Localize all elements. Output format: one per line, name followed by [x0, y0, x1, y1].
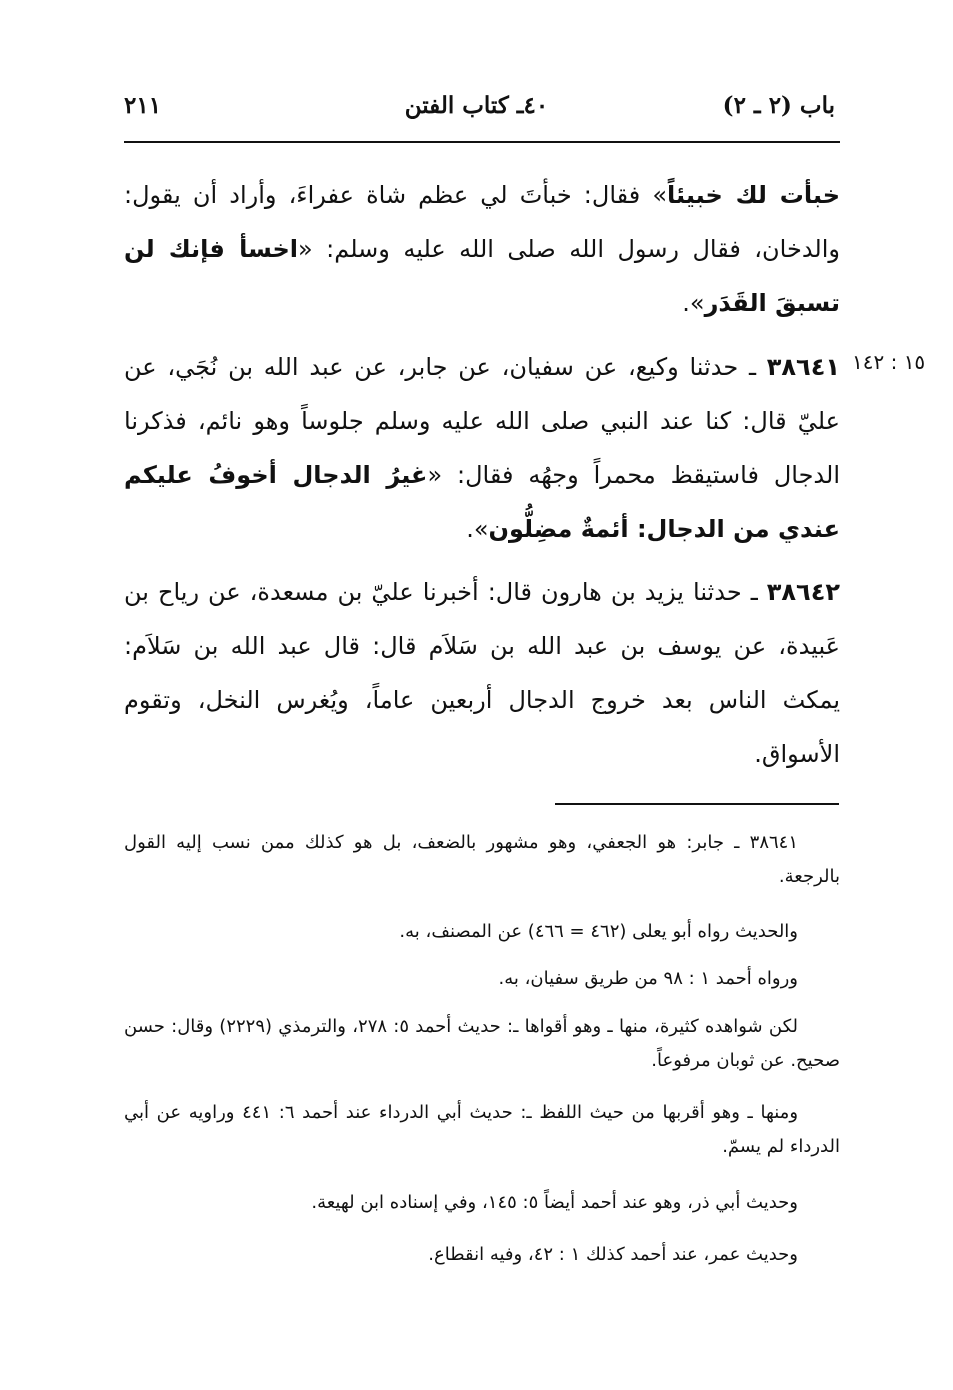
hadith-38641	[124, 340, 840, 556]
paragraph-text: ».	[466, 515, 489, 543]
footnote: ورواه أحمد ١ : ٩٨ من طريق سفيان، به.	[498, 968, 798, 989]
hadith-number: ٣٨٦٤٢	[766, 578, 840, 606]
footnote: ٣٨٦٤١ ـ جابر: هو الجعفي، وهو مشهور بالضعف، بل هو كذلك ممن نسب إليه القول بالرجعة.	[124, 832, 840, 887]
quote-bold: خبأت لك خبيئاً	[667, 181, 840, 209]
margin-reference: ١٥ : ١٤٢	[852, 350, 926, 374]
paragraph-text: ـ حدثنا يزيد بن هارون قال: أخبرنا عليّ بن مسعدة، عن رياح بن عَبيدة، عن يوسف بن عبد الله بن سَلاَم قال: قال عبد الله بن سَلاَم: يمكث الناس بعد خروج الدجال أربعين عاماً، ويُغرس النخل، وتقوم الأسواق.	[124, 578, 840, 768]
book-title: ٤٠ـ كتاب الفتن	[404, 92, 549, 119]
footnote-rule	[555, 803, 839, 805]
paragraph-text: » فقال: خبأتَ لي عظم شاة عفراءَ، وأراد أن يقول: والدخان، فقال رسول الله صلى الله عليه وسلم: «	[124, 181, 840, 263]
footnote: لكن شواهده كثيرة، منها ـ وهو أقواها ـ: حديث أحمد ٥: ٢٧٨، والترمذي (٢٢٢٩) وقال: حسن صحيح. عن ثوبان مرفوعاً.	[124, 1016, 840, 1071]
page-number: ٢١١	[124, 92, 162, 119]
header-rule	[124, 141, 840, 143]
footnote: والحديث رواه أبو يعلى (٤٦٢ = ٤٦٦) عن المصنف، به.	[399, 921, 798, 942]
section-heading: باب (٢ ـ ٢)	[722, 92, 835, 119]
footnote: وحديث عمر، عند أحمد كذلك ١ : ٤٢، وفيه انقطاع.	[428, 1244, 798, 1265]
hadith-38642	[124, 565, 840, 781]
hadith-number: ٣٨٦٤١	[766, 353, 840, 381]
quote-bold: غيرُ الدجال أخوفُ عليكم عندي من الدجال: أئمةٌ مضِلُّون	[124, 461, 840, 543]
paragraph-text: ـ حدثنا وكيع، عن سفيان، عن جابر، عن عبد الله بن نُجَي، عن عليّ قال: كنا عند النبي صلى الله عليه وسلم جلوساً وهو نائم، فذكرنا الدجال فاستيقظ محمراً وجهُه فقال: «	[124, 353, 840, 489]
quote-bold: اخسأ فإنك لن تسبقَ القَدَر	[124, 235, 840, 317]
footnote: وحديث أبي ذر، وهو عند أحمد أيضاً ٥: ١٤٥، وفي إسناده ابن لهيعة.	[311, 1192, 798, 1213]
paragraph-text: ».	[682, 289, 705, 317]
footnote: ومنها ـ وهو أقربها من حيث اللفظ ـ: حديث أبي الدرداء عند أحمد ٦: ٤٤١ وراويه عن أبي الدرداء لم يسمّ.	[124, 1102, 840, 1157]
paragraph-continuation	[124, 168, 840, 330]
